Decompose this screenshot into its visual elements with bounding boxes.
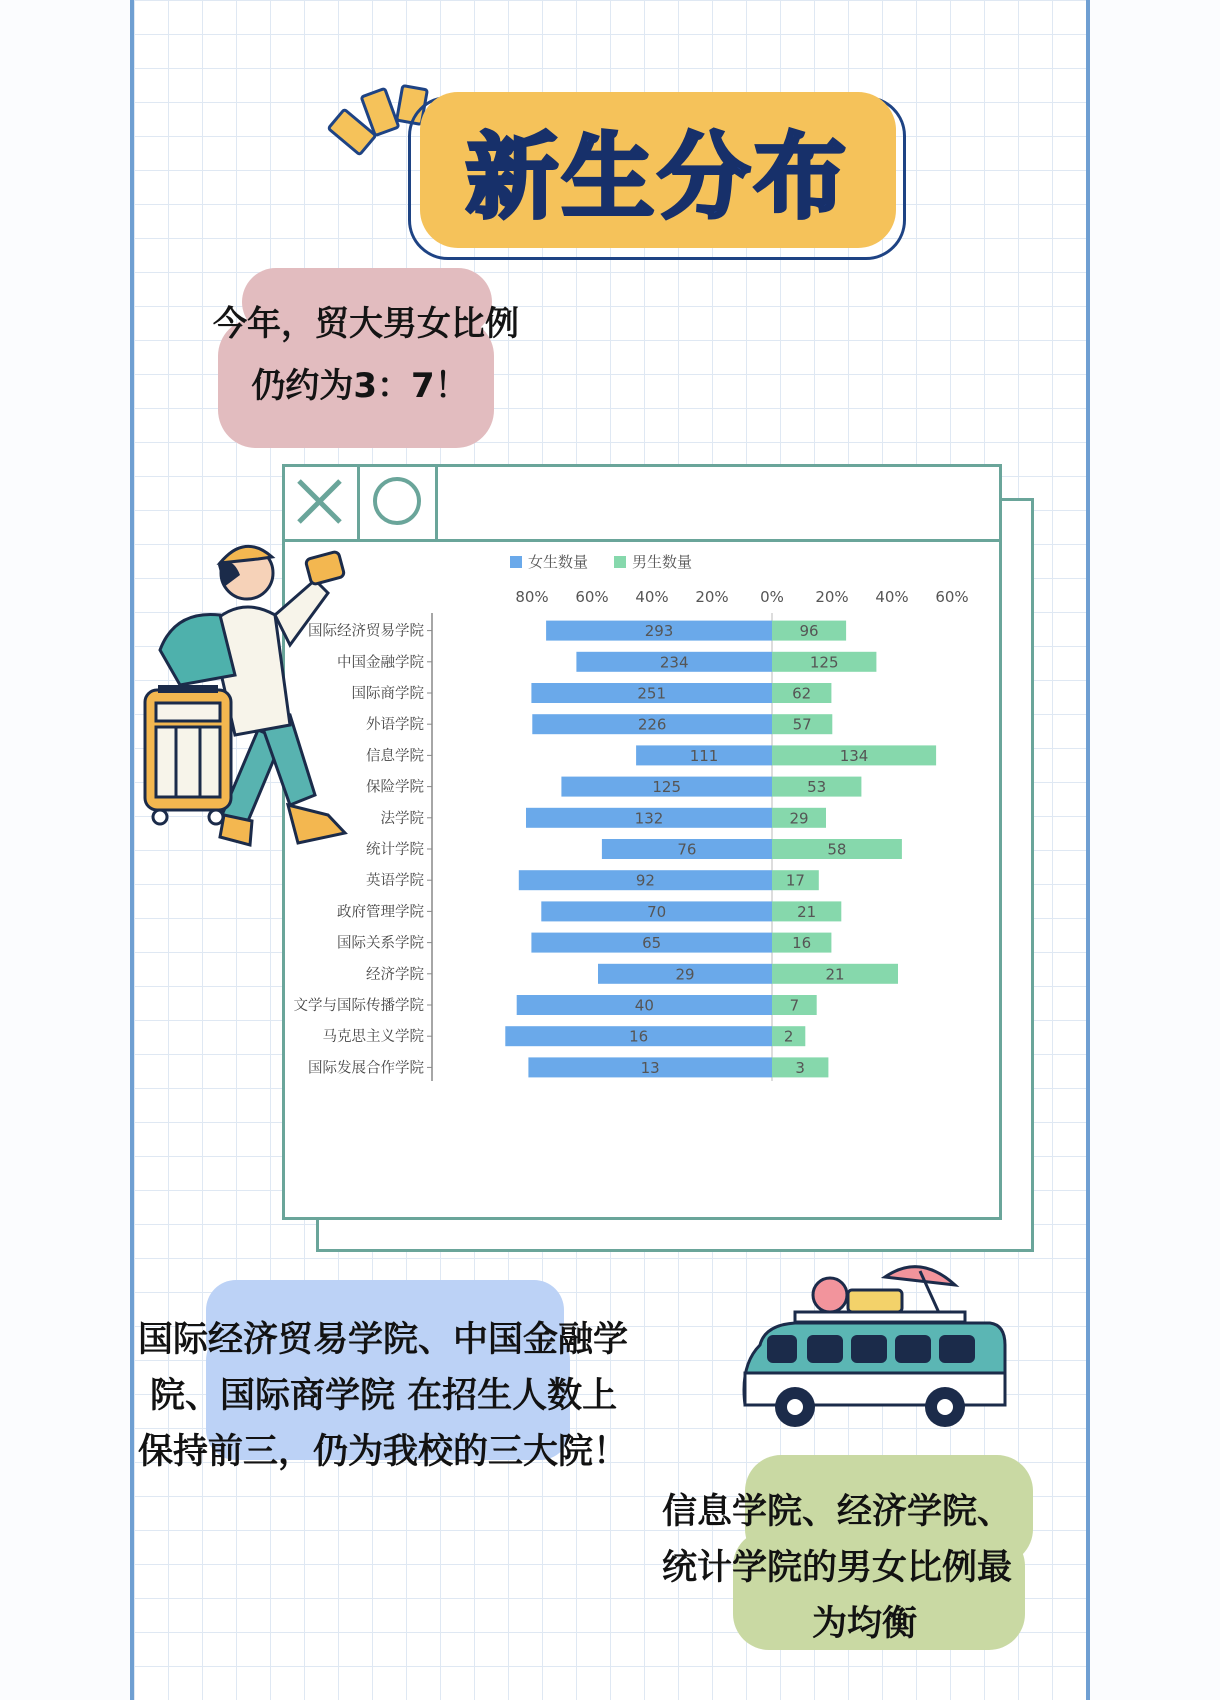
male-data-label: 134 xyxy=(839,746,869,765)
balance-line-2: 统计学院的男女比例最 xyxy=(662,1548,1013,1588)
female-data-label: 293 xyxy=(644,622,674,641)
intro-line-1: 今年，贸大男女比例 xyxy=(213,304,519,344)
female-data-label: 234 xyxy=(659,653,689,672)
male-data-label: 29 xyxy=(789,809,809,828)
x-tick-label: 0% xyxy=(760,588,784,606)
male-data-label: 96 xyxy=(799,622,819,641)
male-data-label: 125 xyxy=(809,653,839,672)
male-data-label: 57 xyxy=(792,715,812,734)
category-label: 保险学院 xyxy=(366,779,424,796)
male-data-label: 53 xyxy=(807,778,827,797)
x-tick-label: 20% xyxy=(815,588,849,606)
category-label: 法学院 xyxy=(380,810,424,827)
ranking-line-3: 保持前三，仍为我校的三大院！ xyxy=(138,1432,629,1472)
male-data-label: 2 xyxy=(783,1027,794,1046)
category-label: 国际经济贸易学院 xyxy=(308,623,424,640)
legend-swatch-1 xyxy=(510,556,522,568)
page-title: 新生分布 xyxy=(465,124,850,231)
intro-line-2: 仍约为3：7！ xyxy=(251,366,469,406)
female-data-label: 13 xyxy=(640,1058,660,1077)
x-tick-label: 40% xyxy=(875,588,909,606)
male-data-label: 3 xyxy=(795,1058,805,1077)
bus-illustration xyxy=(735,1255,1015,1445)
category-label: 信息学院 xyxy=(366,748,424,765)
female-data-label: 226 xyxy=(637,715,667,734)
category-label: 国际关系学院 xyxy=(337,935,424,952)
legend-label-1: 女生数量 xyxy=(528,553,589,571)
male-data-label: 58 xyxy=(827,840,847,859)
ranking-line-1: 国际经济贸易学院、中国金融学 xyxy=(138,1320,629,1360)
category-label: 统计学院 xyxy=(366,842,424,858)
male-data-label: 7 xyxy=(789,996,800,1015)
category-label: 文学与国际传播学院 xyxy=(293,998,424,1014)
ranking-paragraph xyxy=(138,1312,718,1480)
female-data-label: 92 xyxy=(635,871,655,890)
female-data-label: 40 xyxy=(634,996,654,1015)
balance-line-1: 信息学院、经济学院、 xyxy=(662,1492,1013,1532)
category-label: 马克思主义学院 xyxy=(322,1029,424,1046)
female-data-label: 132 xyxy=(634,809,664,828)
legend-swatch-2 xyxy=(614,556,626,568)
x-tick-label: 80% xyxy=(515,588,549,606)
x-tick-label: 60% xyxy=(575,588,609,606)
category-label: 经济学院 xyxy=(366,966,424,983)
category-label: 国际商学院 xyxy=(351,686,424,702)
traveler-illustration xyxy=(140,515,370,865)
category-label: 中国金融学院 xyxy=(337,654,424,671)
category-label: 英语学院 xyxy=(366,873,424,890)
male-data-label: 62 xyxy=(792,684,812,703)
female-data-label: 125 xyxy=(652,778,682,797)
female-data-label: 111 xyxy=(689,746,719,765)
balance-line-3: 为均衡 xyxy=(812,1604,918,1644)
male-data-label: 21 xyxy=(797,902,817,921)
balance-paragraph xyxy=(662,1484,1092,1652)
male-data-label: 17 xyxy=(785,871,805,890)
x-tick-label: 60% xyxy=(935,588,969,606)
female-data-label: 76 xyxy=(677,840,697,859)
category-label: 政府管理学院 xyxy=(337,904,424,921)
female-data-label: 251 xyxy=(637,684,667,703)
female-data-label: 65 xyxy=(642,934,662,953)
legend-label-2: 男生数量 xyxy=(632,553,693,571)
circle-icon[interactable] xyxy=(360,464,438,542)
female-data-label: 70 xyxy=(647,902,667,921)
x-tick-label: 20% xyxy=(695,588,729,606)
male-data-label: 16 xyxy=(792,934,812,953)
female-data-label: 29 xyxy=(675,965,695,984)
x-tick-label: 40% xyxy=(635,588,669,606)
category-label: 国际发展合作学院 xyxy=(308,1060,424,1077)
category-label: 外语学院 xyxy=(366,717,424,734)
male-data-label: 21 xyxy=(825,965,845,984)
diverging-bar-chart xyxy=(282,545,1000,1165)
female-data-label: 16 xyxy=(629,1027,649,1046)
ranking-line-2: 院、国际商学院 在招生人数上 xyxy=(150,1376,618,1416)
